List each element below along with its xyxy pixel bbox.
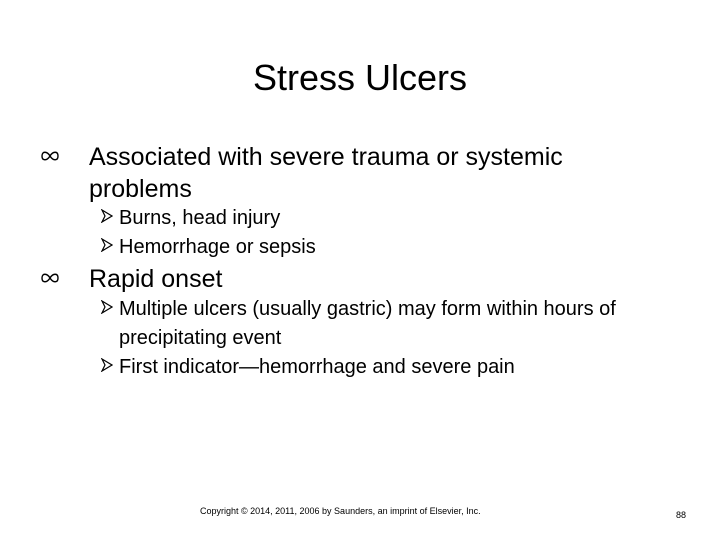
copyright-footer: Copyright © 2014, 2011, 2006 by Saunders, an imprint of Elsevier, Inc.: [200, 506, 481, 516]
sub-bullet-text: Hemorrhage or sepsis: [119, 236, 316, 258]
bullet-text: Associated with severe trauma or systemic problems: [89, 143, 563, 203]
sub-bullet-text: Burns, head injury: [119, 207, 281, 229]
arrowhead-bullet-icon: [101, 209, 113, 223]
bullet-text: Rapid onset: [89, 265, 223, 293]
infinity-bullet-icon: [40, 149, 60, 163]
page-number: 88: [676, 510, 687, 520]
sub-bullet-text: First indicator—hemorrhage and severe pain: [119, 356, 515, 378]
sub-bullet-text: Multiple ulcers (usually gastric) may form within hours of precipitating event: [119, 298, 616, 349]
arrowhead-bullet-icon: [101, 300, 113, 314]
arrowhead-bullet-icon: [101, 238, 113, 252]
arrowhead-bullet-icon: [101, 358, 113, 372]
slide-title: Stress Ulcers: [252, 57, 468, 98]
infinity-bullet-icon: [40, 271, 60, 285]
